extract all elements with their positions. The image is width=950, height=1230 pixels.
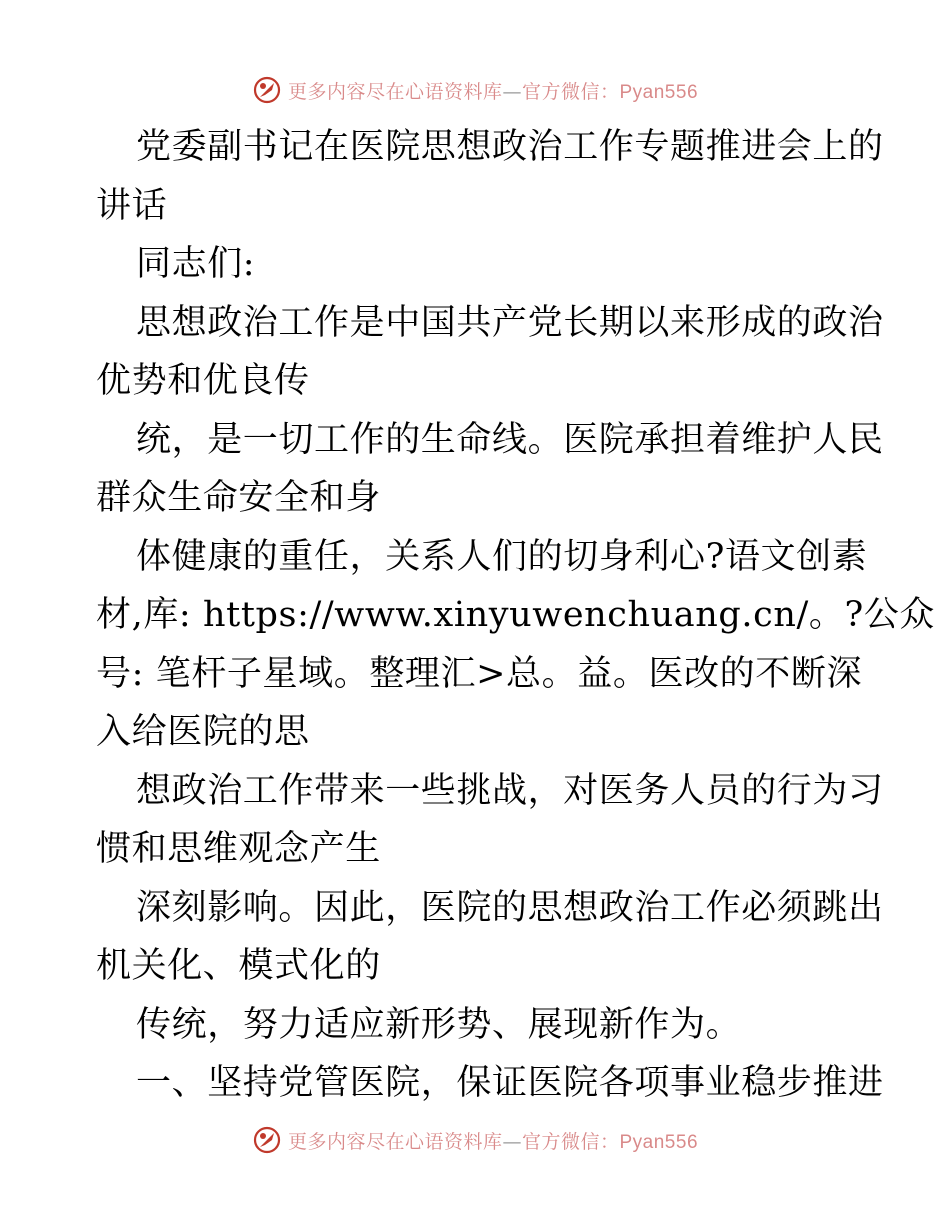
text-line: 入给医院的思 (96, 712, 310, 752)
text-line: 深刻影响。因此，医院的思想政治工作必须跳出 (136, 887, 884, 928)
footer-watermark (0, 1123, 950, 1157)
text-line: 优势和优良传 (96, 361, 310, 401)
text-line: 群众生命安全和身 (96, 478, 381, 518)
text-line: 想政治工作带来一些挑战，对医务人员的行为习 (136, 770, 884, 811)
watermark-text: 更多内容尽在心语资料库—官方微信：Pyan556 (287, 80, 699, 103)
text-line: 一、坚持党管医院，保证医院各项事业稳步推进 (136, 1063, 884, 1103)
feather-pen-circle-icon (252, 75, 282, 105)
text-line: 惯和思维观念产生 (96, 829, 381, 869)
text-line: 同志们: (136, 244, 256, 284)
text-line: 讲话 (96, 185, 168, 226)
text-line: 传统，努力适应新形势、展现新作为。 (136, 1004, 742, 1045)
text-line: 党委副书记在医院思想政治工作专题推进会上的 (136, 127, 884, 167)
text-line: 统，是一切工作的生命线。医院承担着维护人民 (136, 419, 884, 460)
watermark-text: 更多内容尽在心语资料库—官方微信：Pyan556 (287, 1130, 699, 1153)
text-line: 号: 笔杆子星域。整理汇>总。益。医改的不断深 (96, 653, 863, 694)
text-line: 机关化、模式化的 (96, 946, 381, 986)
text-line: 体健康的重任，关系人们的切身利心?语文创素 (136, 536, 868, 577)
feather-pen-circle-icon (252, 1125, 282, 1155)
header-watermark (0, 73, 950, 107)
document-body (96, 118, 936, 1113)
text-line: 思想政治工作是中国共产党长期以来形成的政治 (136, 302, 884, 343)
text-line: 材,库: https://www.xinyuwenchuang.cn/。?公众 (96, 595, 936, 635)
